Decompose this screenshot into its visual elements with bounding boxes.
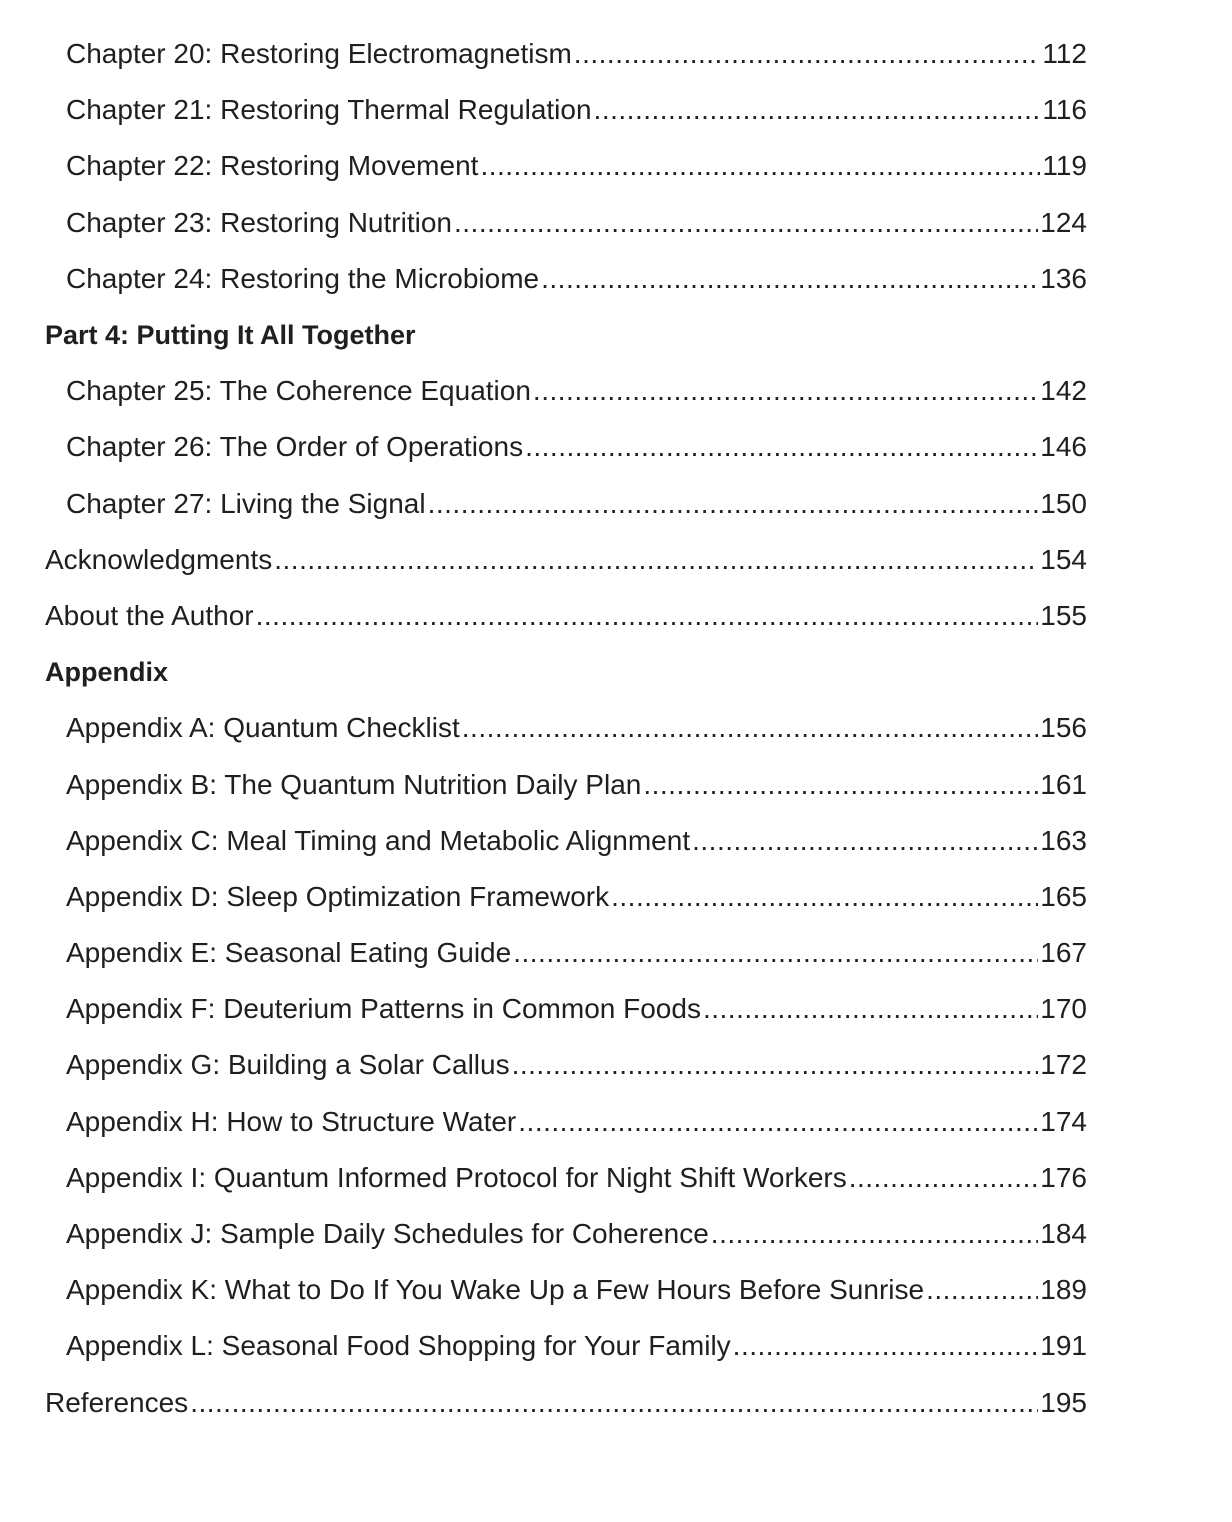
toc-entry-title: Appendix H: How to Structure Water	[66, 1105, 517, 1137]
toc-entry-appendix-b	[45, 756, 1087, 812]
toc-entry-appendix-a	[45, 700, 1087, 756]
toc-entry-chapter-23	[45, 195, 1087, 251]
toc-entry-appendix-l	[45, 1318, 1087, 1374]
toc-entry-page: 154	[1040, 543, 1087, 575]
toc-entry-title: Chapter 24: Restoring the Microbiome	[66, 262, 540, 294]
toc-entry-page: 172	[1040, 1049, 1087, 1081]
toc-entry-title: Appendix B: The Quantum Nutrition Daily Plan	[66, 768, 642, 800]
toc-entry-title: Appendix D: Sleep Optimization Framework	[66, 880, 610, 912]
toc-entry-references	[45, 1375, 1087, 1431]
dot-leader	[711, 1220, 1038, 1248]
dot-leader	[480, 152, 1040, 180]
dot-leader	[518, 1108, 1038, 1136]
toc-entry-chapter-22	[45, 138, 1087, 194]
toc-entry-page: 191	[1040, 1330, 1087, 1362]
toc-entry-appendix-f	[45, 981, 1087, 1037]
dot-leader	[643, 771, 1038, 799]
toc-entry-page: 136	[1040, 262, 1087, 294]
toc-entry-appendix-k	[45, 1262, 1087, 1318]
dot-leader	[533, 377, 1038, 405]
toc-entry-chapter-27	[45, 476, 1087, 532]
toc-entry-chapter-25	[45, 363, 1087, 419]
toc-entry-title: Chapter 27: Living the Signal	[66, 487, 426, 519]
toc-entry-title: Appendix A: Quantum Checklist	[66, 712, 460, 744]
toc-entry-chapter-26	[45, 419, 1087, 475]
toc-entry-page: 119	[1042, 150, 1087, 182]
toc-entry-page: 165	[1040, 880, 1087, 912]
toc-entry-page: 176	[1040, 1161, 1087, 1193]
dot-leader	[926, 1276, 1038, 1304]
dot-leader	[733, 1332, 1039, 1360]
toc-entry-about-the-author	[45, 588, 1087, 644]
toc-entry-page: 156	[1040, 712, 1087, 744]
toc-entry-page: 146	[1040, 431, 1087, 463]
toc-entry-acknowledgments	[45, 532, 1087, 588]
toc-heading-appendix	[45, 644, 1087, 700]
toc-entry-title: Chapter 21: Restoring Thermal Regulation	[66, 94, 592, 126]
toc-entry-title: Appendix I: Quantum Informed Protocol for Night Shift Workers	[66, 1161, 847, 1193]
toc-entry-page: 195	[1040, 1386, 1087, 1418]
dot-leader	[512, 1051, 1039, 1079]
part-heading: Appendix	[45, 656, 169, 687]
dot-leader	[594, 96, 1041, 124]
toc-entry-appendix-c	[45, 813, 1087, 869]
toc-entry-page: 161	[1040, 768, 1087, 800]
toc-entry-title: Appendix F: Deuterium Patterns in Common Foods	[66, 993, 701, 1025]
toc-entry-appendix-j	[45, 1206, 1087, 1262]
toc-entry-appendix-g	[45, 1037, 1087, 1093]
toc-entry-chapter-21	[45, 82, 1087, 138]
toc-entry-title: Appendix K: What to Do If You Wake Up a Few Hours Before Sunrise	[66, 1274, 925, 1306]
toc-entry-page: 167	[1040, 937, 1087, 969]
toc-entry-title: About the Author	[45, 599, 254, 631]
toc-entry-chapter-24	[45, 251, 1087, 307]
toc-entry-page: 189	[1040, 1274, 1087, 1306]
toc-entry-appendix-h	[45, 1094, 1087, 1150]
toc-entry-title: Appendix E: Seasonal Eating Guide	[66, 937, 512, 969]
dot-leader	[256, 602, 1039, 630]
toc-entry-appendix-d	[45, 869, 1087, 925]
dot-leader	[611, 883, 1038, 911]
toc-entry-title: Appendix G: Building a Solar Callus	[66, 1049, 510, 1081]
dot-leader	[454, 209, 1038, 237]
toc-entry-appendix-e	[45, 925, 1087, 981]
toc-entry-title: Appendix C: Meal Timing and Metabolic Alignment	[66, 824, 691, 856]
toc-entry-page: 124	[1040, 206, 1087, 238]
dot-leader	[541, 265, 1038, 293]
toc-entry-title: Chapter 25: The Coherence Equation	[66, 375, 531, 407]
toc-entry-page: 184	[1040, 1218, 1087, 1250]
toc-entry-page: 150	[1040, 487, 1087, 519]
toc-entry-title: References	[45, 1386, 189, 1418]
toc-entry-title: Acknowledgments	[45, 543, 273, 575]
toc-entry-title: Chapter 23: Restoring Nutrition	[66, 206, 452, 238]
toc-entry-appendix-i	[45, 1150, 1087, 1206]
toc-entry-page: 163	[1040, 824, 1087, 856]
part-heading: Part 4: Putting It All Together	[45, 319, 416, 350]
toc-entry-page: 112	[1042, 38, 1087, 70]
toc-heading-part-4	[45, 307, 1087, 363]
toc-entry-page: 155	[1040, 599, 1087, 631]
toc-entry-title: Chapter 22: Restoring Movement	[66, 150, 479, 182]
dot-leader	[574, 40, 1041, 68]
dot-leader	[849, 1164, 1039, 1192]
toc-entry-page: 116	[1042, 94, 1087, 126]
toc-entry-chapter-20	[45, 26, 1087, 82]
toc-entry-page: 170	[1040, 993, 1087, 1025]
toc-entry-title: Chapter 20: Restoring Electromagnetism	[66, 38, 572, 70]
table-of-contents	[45, 26, 1087, 1431]
dot-leader	[525, 433, 1038, 461]
toc-entry-page: 174	[1040, 1105, 1087, 1137]
dot-leader	[462, 714, 1039, 742]
dot-leader	[513, 939, 1038, 967]
dot-leader	[703, 995, 1038, 1023]
dot-leader	[428, 490, 1039, 518]
toc-entry-title: Appendix J: Sample Daily Schedules for Coherence	[66, 1218, 709, 1250]
dot-leader	[190, 1389, 1038, 1417]
dot-leader	[274, 546, 1038, 574]
dot-leader	[692, 827, 1038, 855]
toc-entry-title: Chapter 26: The Order of Operations	[66, 431, 524, 463]
toc-entry-title: Appendix L: Seasonal Food Shopping for Your Family	[66, 1330, 731, 1362]
toc-entry-page: 142	[1040, 375, 1087, 407]
